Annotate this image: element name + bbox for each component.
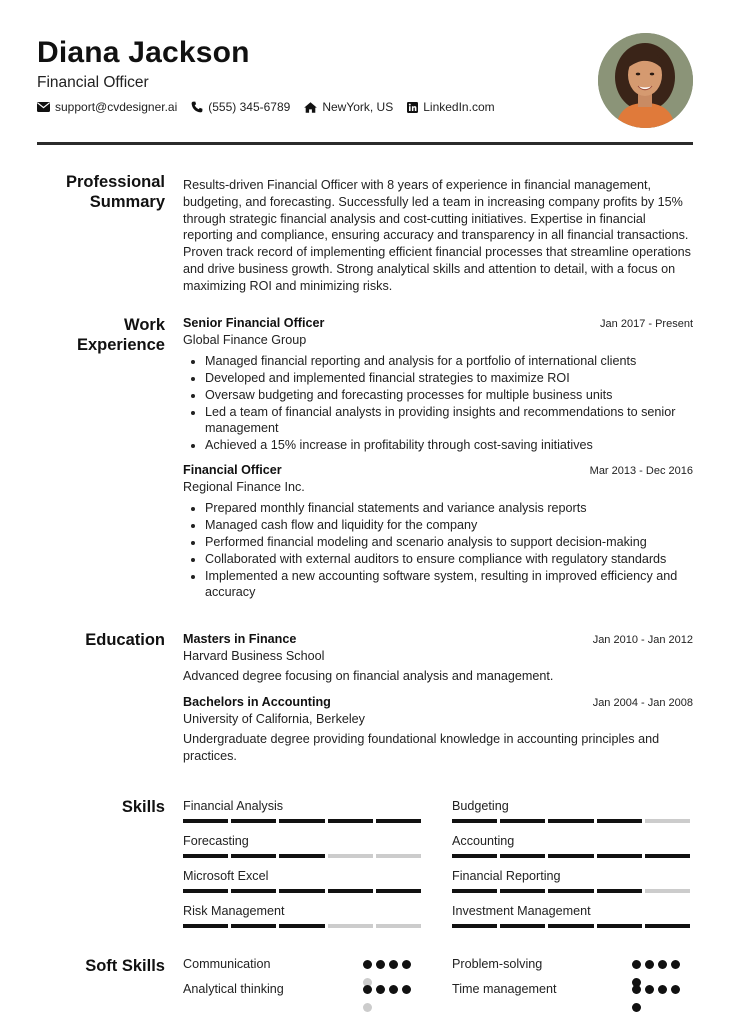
job-bullet: • Prepared monthly financial statements and variance analysis reports [205,500,693,517]
skill-rating-segment [597,924,642,928]
contact-phone[interactable] [191,100,290,114]
summary-text: Results-driven Financial Officer with 8 years of experience in financial management, budgeting, and forecasting. Successfully led a team in increasing company profits by 15% through strategic financial analysis and cost-cutting initiatives. Expertise in financial reporting and compliance, ensuring accuracy and transparency in all financial transactions. Proven track record of implementing efficient financial processes that streamline operations and drive business growth. Strong analytical skills and attention to detail, with a focus on maximizing ROI and minimizing risks. [183,178,691,293]
skill-name: Budgeting [452,799,509,813]
rating-dot [363,1003,372,1012]
rating-dot [632,1003,641,1012]
skill-rating-segment [183,854,228,858]
job-bullet: • Collaborated with external auditors to ensure compliance with regulatory standards [205,551,693,568]
skill-item [452,869,693,904]
skill-name: Forecasting [183,834,249,848]
soft-skill-rating-dots [632,985,692,1021]
soft-skill-rating-dots [363,985,423,1021]
school-name: University of California, Berkeley [183,711,365,726]
candidate-name: Diana Jackson [37,36,250,69]
skill-rating-bar [452,819,693,823]
education-entry [183,694,693,765]
skill-rating-segment [597,889,642,893]
skill-rating-bar [183,924,424,928]
skill-rating-segment [376,924,421,928]
skill-rating-segment [231,819,276,823]
skill-rating-segment [452,819,497,823]
education-dates: Jan 2010 - Jan 2012 [592,634,693,646]
job-bullets [183,500,693,601]
soft-skill-name: Problem-solving [452,957,543,971]
skill-rating-bar [183,854,424,858]
skill-rating-segment [376,889,421,893]
job-bullet: • Led a team of financial analysts in providing insights and recommendations to senior management [205,404,693,438]
contact-email[interactable] [37,100,177,114]
summary-heading-line2: Summary [89,193,165,211]
rating-dot [389,985,398,994]
school-name: Harvard Business School [183,648,325,663]
job-bullet: • Performed financial modeling and scenario analysis to support decision-making [205,534,693,551]
contact-location [304,100,393,114]
job-dates: Jan 2017 - Present [600,318,693,330]
skill-rating-segment [279,924,324,928]
degree-name: Bachelors in Accounting [183,695,331,710]
skill-name: Investment Management [452,904,591,918]
skill-rating-segment [328,889,373,893]
job-entry [183,462,693,601]
rating-dot [363,985,372,994]
job-bullet: • Developed and implemented financial strategies to maximize ROI [205,370,693,387]
job-company: Regional Finance Inc. [183,479,305,494]
skill-rating-segment [645,854,690,858]
rating-dot [658,985,667,994]
job-bullet: • Achieved a 15% increase in profitability through cost-saving initiatives [205,437,693,454]
skill-rating-segment [500,924,545,928]
skill-rating-bar [183,819,424,823]
skill-rating-bar [452,854,693,858]
skill-rating-segment [183,924,228,928]
job-dates: Mar 2013 - Dec 2016 [589,465,693,478]
skill-rating-segment [183,889,228,893]
education-description: Undergraduate degree providing foundational knowledge in accounting principles and practices. [183,732,660,764]
soft-skill-item [452,982,693,1007]
rating-dot [402,985,411,994]
skill-name: Accounting [452,834,515,848]
job-bullet: • Oversaw budgeting and forecasting processes for multiple business units [205,387,693,404]
rating-dot [402,960,411,969]
contact-row [37,100,693,114]
job-role: Financial Officer [183,463,282,478]
rating-dot [671,960,680,969]
linkedin-text: LinkedIn.com [423,100,495,114]
skill-rating-segment [328,854,373,858]
skill-rating-segment [231,854,276,858]
skill-item [452,904,693,939]
rating-dot [658,960,667,969]
skill-rating-segment [548,819,593,823]
contact-linkedin[interactable] [407,100,494,114]
soft-skill-item [183,957,424,982]
skills-grid [183,799,693,939]
skill-item [183,799,424,834]
rating-dot [389,960,398,969]
skill-rating-segment [500,854,545,858]
skill-rating-bar [452,889,693,893]
soft-skill-item [452,957,693,982]
education-heading: Education [85,631,165,649]
summary-heading [37,172,165,212]
skill-name: Microsoft Excel [183,869,269,883]
candidate-title: Financial Officer [37,74,149,91]
education-entry [183,631,693,685]
soft-skill-item [183,982,424,1007]
soft-skill-name: Analytical thinking [183,982,284,996]
soft-skills-heading: Soft Skills [85,957,165,975]
job-bullet: • Implemented a new accounting software system, resulting in improved efficiency and accuracy [205,568,693,602]
job-bullet: • Managed financial reporting and analysis for a portfolio of international clients [205,353,693,370]
skill-item [452,799,693,834]
work-heading [37,315,165,355]
rating-dot [671,985,680,994]
skill-item [452,834,693,869]
rating-dot [645,960,654,969]
job-entry [183,315,693,454]
skill-rating-segment [452,889,497,893]
skill-rating-segment [645,924,690,928]
skill-rating-segment [376,854,421,858]
skill-name: Financial Reporting [452,869,561,883]
degree-name: Masters in Finance [183,632,297,646]
education-description: Advanced degree focusing on financial analysis and management. [183,669,554,684]
skill-item [183,834,424,869]
skill-rating-segment [328,819,373,823]
skill-rating-segment [645,889,690,893]
portrait-illustration [598,33,693,128]
profile-photo [598,33,693,128]
skill-rating-segment [279,889,324,893]
skill-rating-segment [279,819,324,823]
location-text: NewYork, US [322,100,394,114]
skill-rating-segment [548,854,593,858]
phone-text: (555) 345-6789 [208,100,291,114]
header-divider [37,142,693,145]
education-dates: Jan 2004 - Jan 2008 [592,697,693,710]
job-company: Global Finance Group [183,332,307,347]
linkedin-icon [407,102,418,113]
job-role: Senior Financial Officer [183,316,325,330]
skill-item [183,869,424,904]
skill-rating-segment [548,924,593,928]
rating-dot [632,985,641,994]
skill-rating-segment [500,819,545,823]
soft-skill-name: Communication [183,957,271,971]
skill-rating-segment [597,819,642,823]
skill-rating-segment [452,924,497,928]
skill-rating-segment [645,819,690,823]
skill-rating-segment [279,854,324,858]
rating-dot [632,960,641,969]
skill-name: Risk Management [183,904,285,918]
skill-name: Financial Analysis [183,799,284,813]
skill-rating-segment [231,924,276,928]
skill-rating-segment [231,889,276,893]
rating-dot [376,985,385,994]
rating-dot [376,960,385,969]
skill-rating-bar [452,924,693,928]
rating-dot [645,985,654,994]
home-icon [304,102,317,113]
skill-rating-bar [183,889,424,893]
phone-icon [191,101,203,113]
skill-rating-segment [500,889,545,893]
skill-rating-segment [376,819,421,823]
skill-rating-segment [597,854,642,858]
soft-skill-name: Time management [452,982,557,996]
skill-rating-segment [452,854,497,858]
resume-header [37,36,693,146]
skills-heading: Skills [121,798,165,816]
work-heading-line2: Experience [76,336,165,354]
skill-item [183,904,424,939]
rating-dot [363,960,372,969]
work-heading-line1: Work [124,316,165,334]
job-bullet: • Managed cash flow and liquidity for the company [205,517,693,534]
summary-heading-line1: Professional [65,173,165,191]
job-bullets [183,353,693,454]
skill-rating-segment [548,889,593,893]
skill-rating-segment [328,924,373,928]
skill-rating-segment [183,819,228,823]
soft-skills-grid [183,957,693,1007]
email-text: support@cvdesigner.ai [55,100,178,114]
envelope-icon [37,102,50,112]
